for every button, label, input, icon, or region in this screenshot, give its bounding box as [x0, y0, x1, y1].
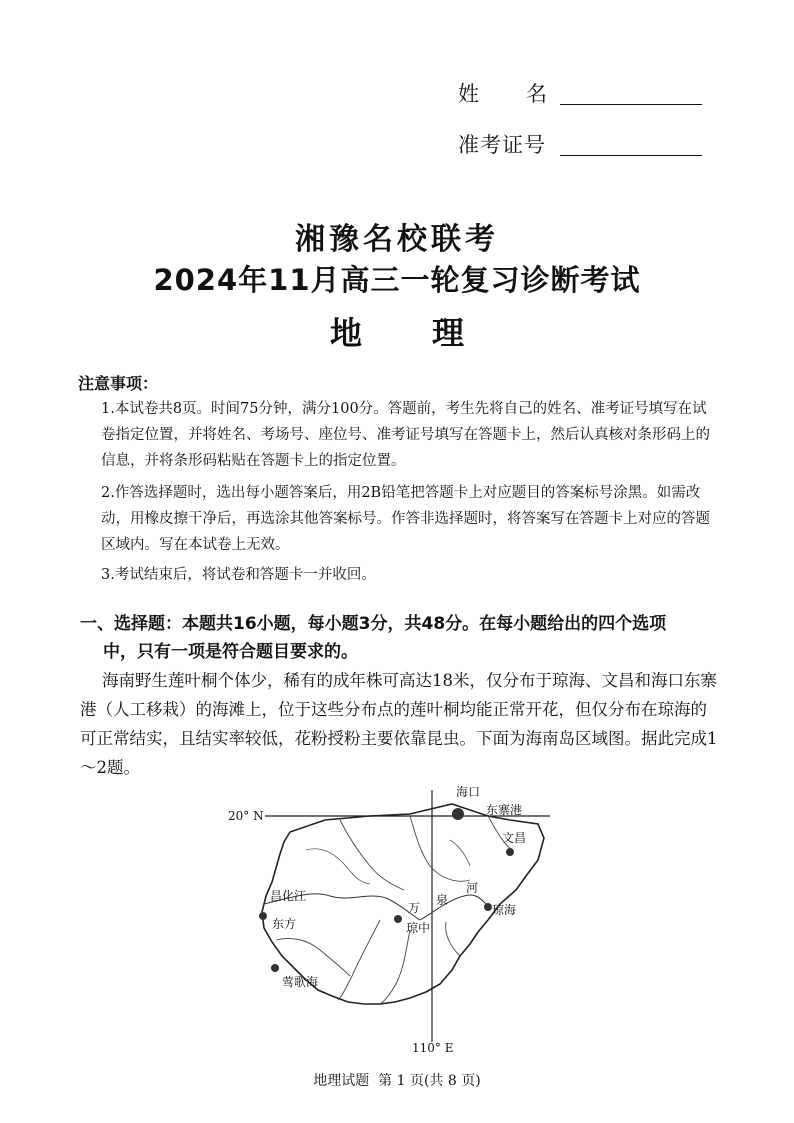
- river-north-2: [410, 816, 470, 881]
- lat-label: 20° N: [228, 809, 264, 823]
- wenchang-label: 文昌: [502, 831, 527, 845]
- hainan-map: [220, 780, 550, 1060]
- exam-id-label: 准考证号: [458, 133, 546, 157]
- notice-item-3-text: 3.考试结束后，将试卷和答题卡一并收回。: [101, 567, 376, 583]
- subject-char-b: 理: [432, 314, 465, 352]
- yinggehai-label: 莺歌海: [282, 975, 319, 989]
- section-heading-line1: 一、选择题：本题共16小题，每小题3分，共48分。在每小题给出的四个选项: [80, 614, 667, 634]
- question-stem: [80, 666, 720, 782]
- notice-item-2-text: 2.作答选择题时，选出每小题答案后，用2B铅笔把答题卡上对应题目的答案标号涂黑。如需改动，用橡皮擦干净后，再选涂其他答案标号。作答非选择题时，将答案写在答题卡上对应的答题区域内。写在本试卷上无效。: [101, 485, 710, 553]
- exam-title-line1: 湘豫名校联考: [295, 222, 499, 257]
- dongfang-label: 东方: [272, 917, 297, 931]
- name-label: 姓 名: [458, 82, 549, 106]
- ridge-2: [450, 840, 470, 866]
- name-field-label: [458, 78, 548, 108]
- section-heading: [80, 610, 720, 666]
- subject-title: [0, 308, 794, 354]
- notice-item-1-text: 1.本试卷共8页。时间75分钟，满分100分。答题前，考生先将自己的姓名、准考证号填写在试卷指定位置，并将姓名、考场号、座位号、准考证号填写在答题卡上，然后认真核对条形码上的信息，并将条形码粘贴在答题卡上的指定位置。: [101, 401, 710, 469]
- qiongzhong-dot: [394, 915, 402, 923]
- wanquan-river: [420, 895, 488, 920]
- exam-id-input-line[interactable]: [560, 155, 702, 156]
- notice-item-2: [101, 480, 721, 558]
- lon-label: 110° E: [412, 1041, 454, 1055]
- wanquanhe-label-1: 万: [408, 901, 421, 915]
- qiongzhong-label: 琼中: [406, 921, 431, 935]
- river-west: [276, 938, 350, 976]
- dongfang-dot: [259, 912, 267, 920]
- notice-heading: 注意事项：: [78, 374, 159, 393]
- question-stem-text: 海南野生莲叶桐个体少，稀有的成年株可高达18米，仅分布于琼海、文昌和海口东寨港（人工移栽）的海滩上，位于这些分布点的莲叶桐均能正常开花，但仅分布在琼海的可正常结实，且结实率较低，花粉授粉主要依靠昆虫。下面为海南岛区域图。据此完成1～2题。: [80, 671, 718, 777]
- page-footer: 地理试题 第 1 页(共 8 页): [313, 1073, 481, 1089]
- wanquanhe-label-3: 河: [466, 881, 479, 895]
- subject-char-a: 地: [329, 314, 362, 352]
- river-north-1: [340, 820, 404, 890]
- exam-title-line2: 2024年11月高三一轮复习诊断考试: [153, 263, 641, 297]
- river-east: [446, 922, 460, 956]
- qionghai-dot: [484, 903, 492, 911]
- dongzhaigang-label: 东寨港: [486, 803, 523, 817]
- notice-item-1: [101, 396, 721, 474]
- changhuajiang-label: 昌化江: [270, 889, 307, 903]
- river-south-1: [338, 920, 380, 1000]
- qionghai-label: 琼海: [492, 903, 517, 917]
- wenchang-dot: [506, 848, 514, 856]
- river-south-2: [380, 930, 410, 1004]
- yinggehai-dot: [271, 964, 279, 972]
- notice-item-3: [101, 562, 721, 588]
- haikou-label: 海口: [456, 785, 481, 799]
- name-input-line[interactable]: [560, 104, 702, 105]
- haikou-dot: [452, 808, 464, 820]
- wanquanhe-label-2: 泉: [436, 893, 449, 907]
- section-heading-line2: 中，只有一项是符合题目要求的。: [103, 642, 358, 662]
- exam-id-field-label: [458, 129, 546, 159]
